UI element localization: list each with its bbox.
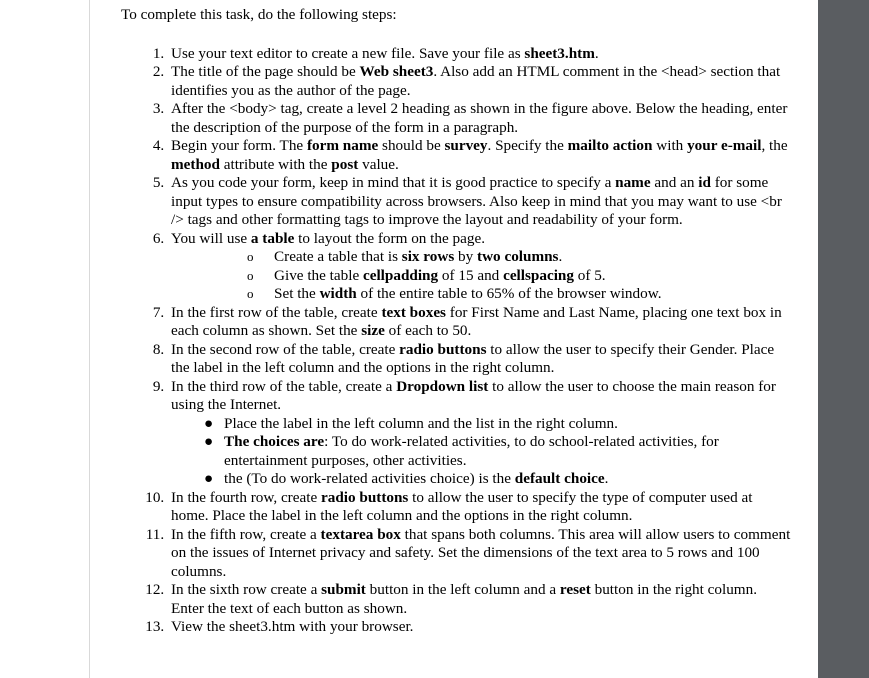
- step-item-4: [168, 137, 791, 174]
- bold-text: id: [698, 174, 711, 191]
- bold-text: textarea box: [320, 525, 401, 543]
- text-run: The title of the page should be: [171, 63, 360, 80]
- text-run: .: [594, 44, 599, 62]
- circle-bullet-icon: o: [247, 286, 254, 301]
- text-run: Set the: [274, 285, 320, 302]
- bold-text: two columns: [477, 248, 559, 265]
- sub-list: [171, 415, 791, 489]
- steps-list: [121, 45, 791, 637]
- step-item-9: [168, 378, 791, 489]
- text-run: .: [604, 470, 609, 487]
- sub-item: [247, 248, 791, 267]
- text-run: In the first row of the table, create: [171, 303, 382, 321]
- bold-text: mailto action: [567, 137, 653, 154]
- text-run: . Also add an HTML comment in the <head> section that identifies you as the author of the page.: [171, 63, 781, 99]
- bold-text: submit: [321, 581, 366, 598]
- sub-item: [247, 285, 791, 304]
- text-run: In the fifth row, create a: [171, 525, 321, 543]
- step-item-11: [168, 526, 791, 582]
- bold-text: form name: [306, 137, 379, 154]
- bold-text: Dropdown list: [396, 377, 489, 395]
- text-run: should be: [378, 137, 445, 154]
- document-page: [90, 0, 817, 678]
- disc-bullet-icon: ●: [204, 414, 214, 432]
- text-run: by: [454, 248, 478, 265]
- text-run: button in the left column and a: [365, 581, 560, 598]
- text-run: that spans both columns. This area will allow users to comment on the issues of Internet privacy and safety. Set the dimensions of the text area to 5 rows and 100 columns.: [171, 525, 791, 580]
- text-run: , the: [761, 137, 788, 154]
- bold-text: The choices are: [224, 433, 325, 450]
- sub-item: [204, 414, 791, 434]
- bold-text: name: [615, 174, 651, 191]
- step-item-7: [168, 304, 791, 341]
- document-content: [121, 6, 791, 637]
- sub-item: [247, 266, 791, 286]
- text-run: View the sheet3.htm with your browser.: [171, 618, 414, 635]
- text-run: button in the right column. Enter the text of each button as shown.: [171, 581, 758, 617]
- bold-text: radio buttons: [399, 340, 487, 358]
- text-run: of 15 and: [438, 266, 504, 284]
- step-item-13: [168, 618, 791, 637]
- sub-list: [171, 248, 791, 304]
- text-run: Begin your form. The: [171, 137, 307, 154]
- text-run: In the third row of the table, create a: [171, 377, 397, 395]
- left-margin: [0, 0, 90, 678]
- text-run: In the fourth row, create: [171, 488, 321, 506]
- text-run: value.: [358, 155, 399, 173]
- text-run: In the second row of the table, create: [171, 340, 400, 358]
- text-run: to layout the form on the page.: [294, 229, 485, 247]
- text-run: Use your text editor to create a new file. Save your file as: [171, 44, 525, 62]
- text-run: In the sixth row create a: [171, 581, 322, 598]
- step-item-6: [168, 230, 791, 304]
- step-item-5: [168, 174, 791, 230]
- bold-text: a table: [250, 229, 295, 247]
- sub-item: [204, 470, 791, 489]
- step-item-8: [168, 341, 791, 378]
- bold-text: post: [331, 155, 359, 173]
- bold-text: cellspacing: [503, 266, 574, 284]
- bold-text: cellpadding: [362, 266, 439, 284]
- text-run: attribute with the: [219, 155, 332, 173]
- intro-paragraph: To complete this task, do the following steps:: [121, 6, 397, 23]
- text-run: of each to 50.: [384, 322, 472, 339]
- text-run: and an: [650, 174, 699, 191]
- bold-text: width: [319, 285, 357, 302]
- text-run: After the <body> tag, create a level 2 heading as shown in the figure above. Below the heading, enter the description of the purpose of the form in a paragraph.: [171, 100, 788, 136]
- bold-text: radio buttons: [320, 488, 409, 506]
- bold-text: sheet3.htm: [524, 44, 595, 62]
- text-run: As you code your form, keep in mind that it is good practice to specify a: [171, 174, 616, 191]
- text-run: the (To do work-related activities choice) is the: [224, 470, 515, 487]
- disc-bullet-icon: ●: [204, 433, 214, 450]
- bold-text: your e-mail: [687, 137, 762, 154]
- viewer-scroll-gutter: [818, 0, 869, 678]
- text-run: : To do work-related activities, to do school-related activities, for entertainment purposes, other activities.: [224, 433, 719, 469]
- sub-item: [204, 433, 791, 470]
- text-run: .: [558, 248, 563, 265]
- step-item-12: [168, 581, 791, 618]
- circle-bullet-icon: o: [247, 267, 254, 283]
- bold-text: text boxes: [381, 303, 446, 321]
- step-item-2: [168, 63, 791, 100]
- text-run: for First Name and Last Name, placing one text box in each column as shown. Set the: [171, 303, 782, 339]
- bold-text: default choice: [514, 470, 605, 487]
- text-run: You will use: [171, 229, 251, 247]
- text-run: with: [652, 137, 688, 154]
- text-run: for some input types to ensure compatibility across browsers. Also keep in mind that you may want to use <br /> tags and other formatting tags to improve the layout and readability of your form.: [171, 174, 782, 228]
- text-run: Give the table: [274, 266, 363, 284]
- text-run: of the entire table to 65% of the browser window.: [356, 285, 662, 302]
- step-item-3: [168, 100, 791, 137]
- text-run: Place the label in the left column and the list in the right column.: [224, 414, 618, 432]
- text-run: to allow the user to choose the main reason for using the Internet.: [171, 377, 776, 413]
- text-run: Create a table that is: [274, 248, 402, 265]
- text-run: of 5.: [573, 266, 606, 284]
- bold-text: reset: [559, 581, 591, 598]
- bold-text: survey: [444, 137, 488, 154]
- text-run: to allow the user to specify their Gender. Place the label in the left column and the options in the right column.: [171, 340, 775, 376]
- step-item-1: [168, 45, 791, 64]
- text-run: . Specify the: [487, 137, 568, 154]
- disc-bullet-icon: ●: [204, 470, 214, 487]
- step-item-10: [168, 489, 791, 526]
- bold-text: six rows: [401, 248, 455, 265]
- bold-text: size: [361, 322, 385, 339]
- bold-text: method: [171, 155, 220, 173]
- text-run: to allow the user to specify the type of computer used at home. Place the label in the left column and the options in the right column.: [171, 488, 753, 524]
- bold-text: Web sheet3: [359, 63, 434, 80]
- circle-bullet-icon: o: [247, 249, 254, 264]
